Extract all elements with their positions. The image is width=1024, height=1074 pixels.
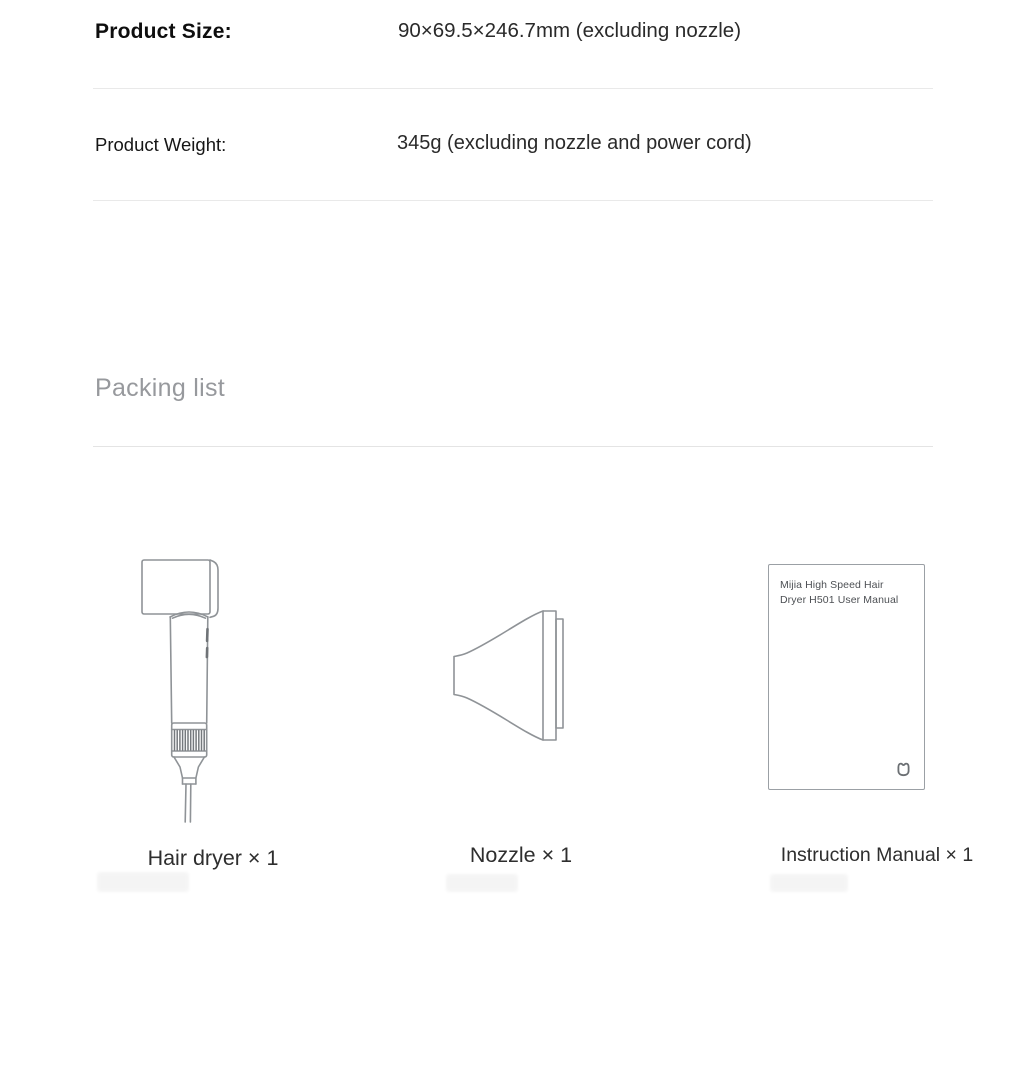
packing-list-title: Packing list xyxy=(95,374,226,402)
divider xyxy=(93,88,933,89)
translation-ghost xyxy=(97,872,189,892)
hair-dryer-line-icon xyxy=(135,555,295,825)
caption-nozzle: Nozzle × 1 xyxy=(469,843,573,867)
divider xyxy=(93,200,933,201)
divider xyxy=(93,446,933,447)
caption-hair-dryer: Hair dryer × 1 xyxy=(147,846,279,870)
product-weight-value: 345g (excluding nozzle and power cord) xyxy=(397,132,752,154)
instruction-manual-cover xyxy=(768,564,925,790)
product-size-label: Product Size: xyxy=(95,20,232,43)
caption-instruction-manual: Instruction Manual × 1 xyxy=(780,844,974,866)
manual-cover-text: Mijia High Speed Hair Dryer H501 User Manual xyxy=(780,579,899,606)
mijia-logo-icon xyxy=(895,761,912,778)
product-weight-label: Product Weight: xyxy=(95,134,227,155)
product-size-value: 90×69.5×246.7mm (excluding nozzle) xyxy=(398,19,742,42)
translation-ghost xyxy=(770,874,848,892)
translation-ghost xyxy=(446,874,518,892)
nozzle-line-icon xyxy=(450,605,570,745)
